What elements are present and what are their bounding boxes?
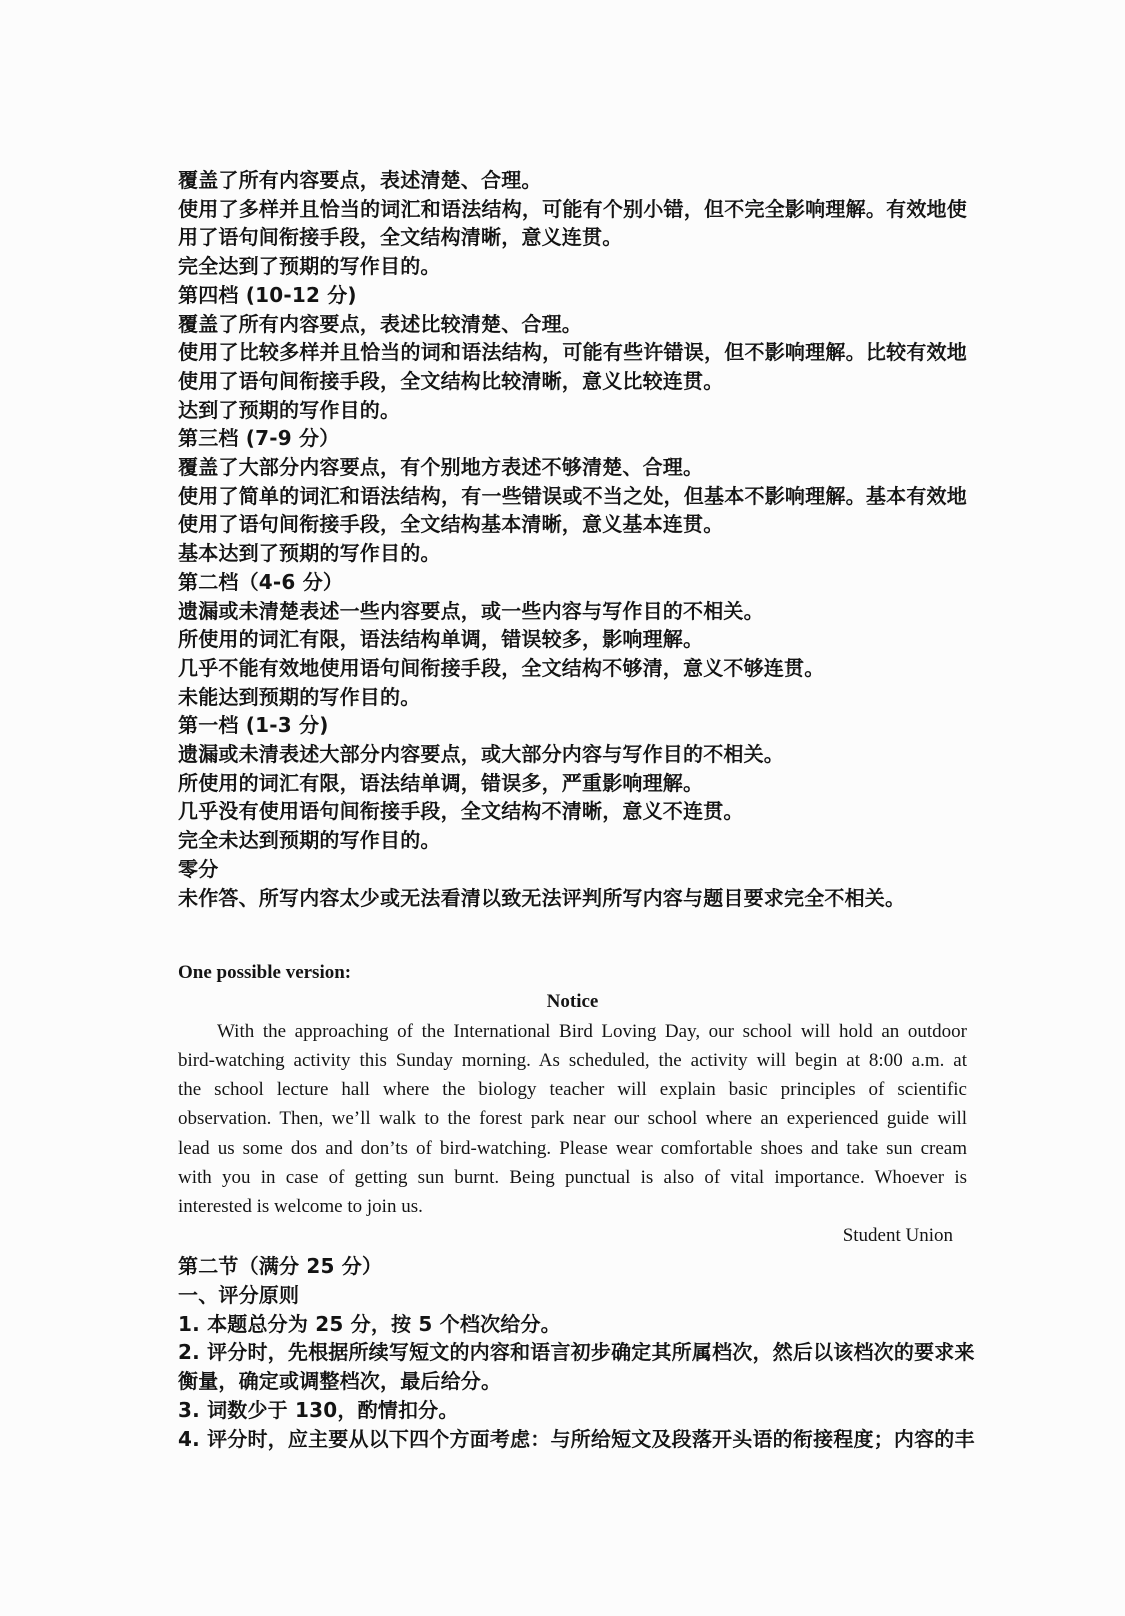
rubric-line: 未作答、所写内容太少或无法看清以致无法评判所写内容与题目要求完全不相关。 <box>178 885 906 910</box>
section2-line: 2. 评分时，先根据所续写短文的内容和语言初步确定其所属档次，然后以该档次的要求来 <box>178 1340 975 1365</box>
rubric-line: 所使用的词汇有限，语法结单调，错误多，严重影响理解。 <box>178 770 704 795</box>
rubric-line: 几乎不能有效地使用语句间衔接手段，全文结构不够清，意义不够连贯。 <box>178 655 825 680</box>
scoring-rubric-block <box>178 166 967 912</box>
section2-line: 第二节（满分 25 分） <box>178 1254 383 1279</box>
rubric-line: 完全未达到预期的写作目的。 <box>178 828 441 853</box>
document-content <box>178 166 975 1453</box>
rubric-line: 达到了预期的写作目的。 <box>178 397 401 422</box>
notice-body-line: bird-watching activity this Sunday morning. As scheduled, the activity will begin at 8:00 a.m. at <box>178 1049 967 1071</box>
rubric-line: 使用了多样并且恰当的词汇和语法结构，可能有个别小错，但不完全影响理解。有效地使 <box>178 196 967 221</box>
rubric-line: 覆盖了大部分内容要点，有个别地方表述不够清楚、合理。 <box>178 455 704 480</box>
rubric-line: 覆盖了所有内容要点，表述比较清楚、合理。 <box>178 311 582 336</box>
notice-body-line: observation. Then, we’ll walk to the forest park near our school where an experienced guide will <box>178 1108 967 1130</box>
rubric-line: 用了语句间衔接手段，全文结构清晰，意义连贯。 <box>178 225 623 250</box>
rubric-line: 第一档 (1-3 分) <box>178 713 329 738</box>
rubric-line: 遗漏或未清楚表述一些内容要点，或一些内容与写作目的不相关。 <box>178 598 764 623</box>
rubric-line: 遗漏或未清表述大部分内容要点，或大部分内容与写作目的不相关。 <box>178 742 784 767</box>
signature: Student Union <box>842 1225 953 1247</box>
rubric-line: 第四档 (10-12 分) <box>178 282 357 307</box>
rubric-line: 使用了简单的词汇和语法结构，有一些错误或不当之处，但基本不影响理解。基本有效地 <box>178 483 967 508</box>
notice-body-line: With the approaching of the International Bird Loving Day, our school will hold an outdoor <box>217 1020 967 1042</box>
rubric-line: 第三档 (7-9 分） <box>178 426 340 451</box>
section2-line: 衡量，确定或调整档次，最后给分。 <box>178 1369 502 1394</box>
rubric-line: 几乎没有使用语句间衔接手段，全文结构不清晰，意义不连贯。 <box>178 799 744 824</box>
sample-answer-block <box>178 958 967 1250</box>
rubric-line: 完全达到了预期的写作目的。 <box>178 254 441 279</box>
section-two-block <box>178 1252 975 1453</box>
notice-body-line: with you in case of getting sun burnt. Being punctual is also of vital importance. Whoever is <box>178 1166 967 1188</box>
notice-body-line: interested is welcome to join us. <box>178 1195 423 1217</box>
section2-line: 一、评分原则 <box>178 1283 300 1308</box>
notice-body <box>178 1017 967 1221</box>
rubric-line: 使用了语句间衔接手段，全文结构比较清晰，意义比较连贯。 <box>178 368 724 393</box>
rubric-line: 所使用的词汇有限，语法结构单调，错误较多，影响理解。 <box>178 627 704 652</box>
rubric-line: 零分 <box>178 856 219 881</box>
notice-title: Notice <box>546 991 599 1013</box>
sample-answer-label: One possible version: <box>178 962 352 984</box>
section2-line: 3. 词数少于 130，酌情扣分。 <box>178 1397 459 1422</box>
section2-line: 4. 评分时，应主要从以下四个方面考虑：与所给短文及段落开头语的衔接程度；内容的丰 <box>178 1426 975 1451</box>
rubric-line: 使用了语句间衔接手段，全文结构基本清晰，意义基本连贯。 <box>178 512 724 537</box>
notice-body-line: lead us some dos and don’ts of bird-watching. Please wear comfortable shoes and take sun cream <box>178 1137 967 1159</box>
rubric-line: 未能达到预期的写作目的。 <box>178 684 421 709</box>
rubric-line: 第二档（4-6 分） <box>178 569 344 594</box>
rubric-line: 覆盖了所有内容要点，表述清楚、合理。 <box>178 168 542 192</box>
rubric-line: 基本达到了预期的写作目的。 <box>178 541 441 566</box>
section2-line: 1. 本题总分为 25 分，按 5 个档次给分。 <box>178 1311 561 1336</box>
notice-body-line: the school lecture hall where the biology teacher will explain basic principles of scientific <box>178 1079 967 1101</box>
rubric-line: 使用了比较多样并且恰当的词和语法结构，可能有些许错误，但不影响理解。比较有效地 <box>178 340 967 365</box>
